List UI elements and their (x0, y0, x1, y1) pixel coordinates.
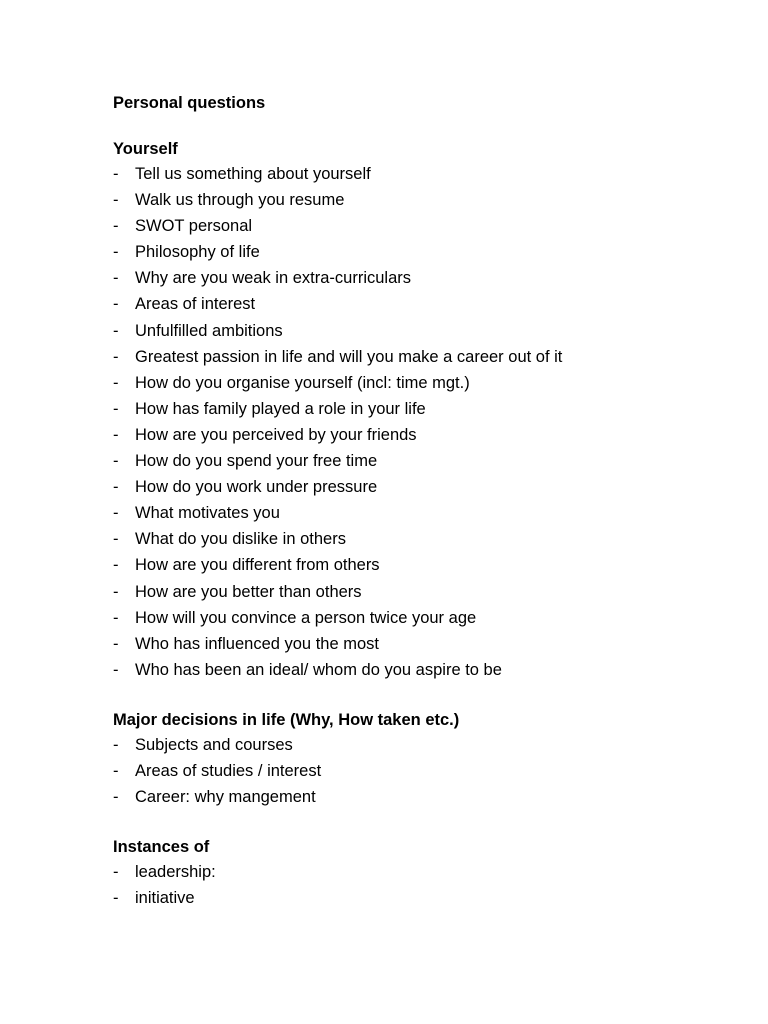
list-item (113, 474, 733, 500)
bullet-dash: - (113, 399, 119, 418)
list-item-text: leadership: (135, 863, 216, 882)
list-item (113, 579, 733, 605)
list-item-text: How will you convince a person twice your age (135, 608, 477, 627)
list-item-text: Subjects and courses (135, 735, 293, 754)
bullet-dash: - (113, 347, 119, 366)
bullet-dash: - (113, 452, 119, 471)
list-item (113, 552, 733, 578)
section-heading: Instances of (113, 838, 210, 857)
list-item-text: initiative (135, 889, 195, 908)
list-item (113, 291, 733, 317)
list-item (113, 784, 733, 810)
list-item (113, 605, 733, 631)
bullet-dash: - (113, 889, 119, 908)
bullet-dash: - (113, 321, 119, 340)
list-item (113, 239, 733, 265)
list-item (113, 213, 733, 239)
list-item (113, 631, 733, 657)
list-item (113, 526, 733, 552)
list-item-text: How do you organise yourself (incl: time mgt.) (135, 373, 470, 392)
list-item-text: Areas of studies / interest (135, 761, 322, 780)
bullet-dash: - (113, 217, 119, 236)
question-list (113, 859, 733, 911)
bullet-dash: - (113, 504, 119, 523)
bullet-dash: - (113, 608, 119, 627)
list-item-text: Areas of interest (135, 295, 256, 314)
bullet-dash: - (113, 530, 119, 549)
list-item-text: Unfulfilled ambitions (135, 321, 283, 340)
question-list (113, 161, 733, 683)
list-item-text: How are you better than others (135, 582, 362, 601)
bullet-dash: - (113, 191, 119, 210)
bullet-dash: - (113, 165, 119, 183)
list-item-text: How are you different from others (135, 556, 380, 575)
bullet-dash: - (113, 863, 119, 882)
list-item (113, 732, 733, 758)
list-item (113, 657, 733, 683)
list-item (113, 859, 733, 885)
list-item-text: What do you dislike in others (135, 530, 346, 549)
list-item (113, 422, 733, 448)
list-item (113, 318, 733, 344)
section-instances (113, 835, 733, 911)
list-item (113, 500, 733, 526)
bullet-dash: - (113, 243, 119, 262)
list-item (113, 187, 733, 213)
section-heading: Major decisions in life (Why, How taken etc.) (113, 710, 460, 729)
bullet-dash: - (113, 556, 119, 575)
list-item (113, 396, 733, 422)
bullet-dash: - (113, 373, 119, 392)
list-item-text: Philosophy of life (135, 243, 260, 262)
list-item-text: How do you work under pressure (135, 478, 378, 497)
bullet-dash: - (113, 269, 119, 288)
list-item-text: How has family played a role in your life (135, 399, 426, 418)
bullet-dash: - (113, 634, 119, 653)
list-item-text: How do you spend your free time (135, 452, 378, 471)
list-item-text: Greatest passion in life and will you make a career out of it (135, 347, 563, 366)
list-item-text: Who has been an ideal/ whom do you aspire to be (135, 660, 502, 679)
list-item-text: Walk us through you resume (135, 191, 345, 210)
bullet-dash: - (113, 788, 119, 807)
section-heading: Yourself (113, 140, 178, 158)
list-item (113, 885, 733, 911)
list-item (113, 265, 733, 291)
list-item (113, 161, 733, 187)
section-yourself (113, 137, 733, 683)
list-item-text: How are you perceived by your friends (135, 425, 417, 444)
list-item (113, 370, 733, 396)
question-list (113, 732, 733, 810)
document-body (113, 91, 733, 911)
list-item-text: Why are you weak in extra-curriculars (135, 269, 412, 288)
bullet-dash: - (113, 735, 119, 754)
list-item (113, 344, 733, 370)
document-title: Personal questions (113, 94, 266, 112)
list-item (113, 448, 733, 474)
bullet-dash: - (113, 582, 119, 601)
bullet-dash: - (113, 425, 119, 444)
bullet-dash: - (113, 660, 119, 679)
list-item-text: Career: why mangement (135, 788, 316, 807)
bullet-dash: - (113, 761, 119, 780)
bullet-dash: - (113, 295, 119, 314)
list-item-text: What motivates you (135, 504, 280, 523)
section-major-decisions (113, 708, 733, 810)
list-item-text: Who has influenced you the most (135, 634, 379, 653)
list-item-text: Tell us something about yourself (135, 165, 371, 183)
list-item (113, 758, 733, 784)
list-item-text: SWOT personal (135, 217, 253, 236)
bullet-dash: - (113, 478, 119, 497)
